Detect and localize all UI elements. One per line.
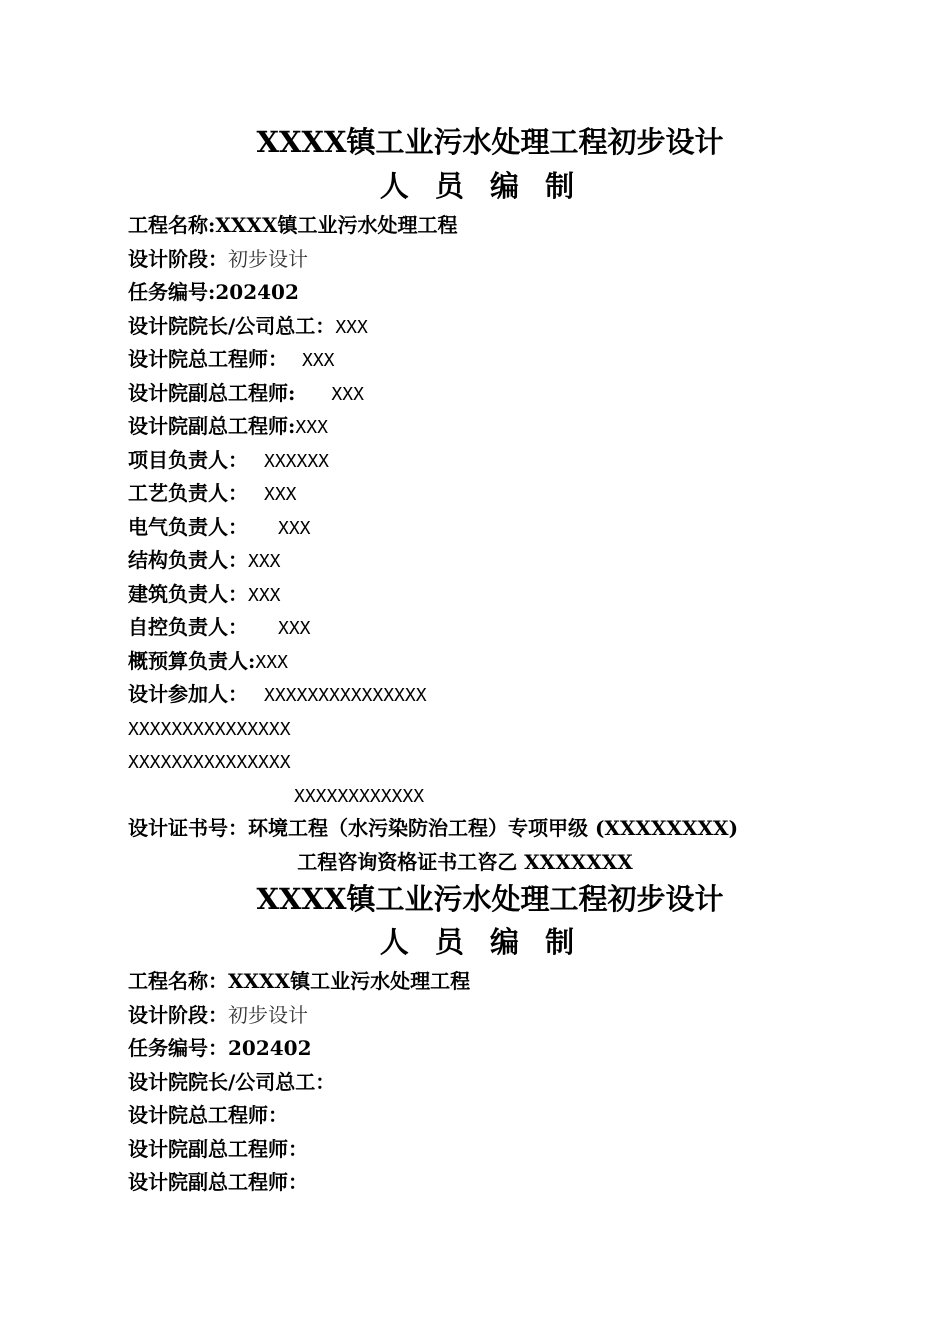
- field-label: 设计院副总工程师：: [128, 1137, 308, 1161]
- field-label: 电气负责人：: [128, 515, 248, 539]
- field-value: XXXX镇工业污水处理工程: [215, 213, 458, 237]
- field-label: 设计阶段：: [128, 1003, 228, 1027]
- field-project-name-2: [128, 965, 470, 997]
- document-subtitle: 人员编制: [379, 169, 601, 203]
- field-label: 概预算负责人:: [128, 649, 256, 673]
- field-process-lead: [128, 477, 297, 509]
- field-value: 初步设计: [228, 1003, 308, 1027]
- field-label: 设计证书号：: [128, 816, 248, 840]
- field-label: 设计参加人：: [128, 682, 248, 706]
- field-label: 工程名称:: [128, 213, 216, 237]
- field-value: XXX: [264, 484, 297, 505]
- field-label: 设计院副总工程师:: [128, 381, 296, 405]
- field-label: 设计院总工程师：: [128, 1103, 288, 1127]
- field-structural-lead: [128, 544, 281, 576]
- field-value: 202402: [215, 280, 299, 304]
- field-value: XXX: [248, 551, 281, 572]
- field-value: XXX: [335, 317, 368, 338]
- field-deputy-chief-engineer-2a: [128, 1133, 308, 1165]
- field-value: XXX: [278, 618, 311, 639]
- participants-line-2: [128, 745, 291, 777]
- field-design-participants: [128, 678, 427, 710]
- field-institute-director-2: [128, 1066, 335, 1098]
- field-value: 202402: [228, 1036, 312, 1060]
- field-label: 设计院副总工程师：: [128, 1170, 308, 1194]
- field-label: 设计院院长/公司总工：: [128, 1070, 336, 1094]
- field-design-stage-2: [128, 999, 308, 1031]
- field-architecture-lead: [128, 578, 281, 610]
- participants-value: XXXXXXXXXXXXXXX: [128, 719, 291, 740]
- field-label: 建筑负责人：: [128, 582, 248, 606]
- participants-line-3: [294, 779, 424, 811]
- participants-line-1: [128, 712, 291, 744]
- document-title: XXXX镇工业污水处理工程初步设计: [256, 125, 724, 159]
- field-label: 工程名称：: [128, 969, 228, 993]
- field-certificate: [128, 812, 738, 844]
- participants-value: XXXXXXXXXXXXXXX: [128, 752, 291, 773]
- field-label: 设计阶段：: [128, 247, 228, 271]
- field-label: 项目负责人：: [128, 448, 248, 472]
- document-subtitle-2: 人员编制: [379, 925, 601, 959]
- field-task-number: [128, 276, 299, 308]
- field-value: XXX: [278, 518, 311, 539]
- field-label: 结构负责人：: [128, 548, 248, 572]
- field-value: XXXXXX: [264, 451, 330, 472]
- participants-value: XXXXXXXXXXXX: [294, 786, 425, 807]
- field-value: XXXX镇工业污水处理工程: [228, 969, 471, 993]
- field-project-lead: [128, 444, 329, 476]
- field-label: 任务编号:: [128, 280, 216, 304]
- consulting-certificate-line: 工程咨询资格证书工咨乙 XXXXXXX: [297, 850, 633, 874]
- document-title-2: XXXX镇工业污水处理工程初步设计: [256, 882, 724, 916]
- field-label: 任务编号：: [128, 1036, 228, 1060]
- field-deputy-chief-engineer-2: [128, 410, 328, 442]
- field-chief-engineer-2: [128, 1099, 288, 1131]
- field-electrical-lead: [128, 511, 311, 543]
- field-budget-lead: [128, 645, 288, 677]
- field-label: 设计院总工程师：: [128, 347, 288, 371]
- field-value: XXX: [331, 384, 364, 405]
- field-value: XXX: [255, 652, 288, 673]
- field-value: XXXXXXXXXXXXXXX: [264, 685, 427, 706]
- field-value: XXX: [295, 417, 328, 438]
- field-value: 初步设计: [228, 247, 308, 271]
- field-institute-director: [128, 310, 368, 342]
- field-design-stage: [128, 243, 308, 275]
- field-value: XXX: [248, 585, 281, 606]
- field-deputy-chief-engineer-1: [128, 377, 364, 409]
- field-project-name: [128, 209, 457, 241]
- field-value: 环境工程（水污染防治工程）专项甲级 (XXXXXXXX): [248, 816, 739, 840]
- field-automation-lead: [128, 611, 311, 643]
- field-label: 设计院副总工程师:: [128, 414, 296, 438]
- field-label: 设计院院长/公司总工：: [128, 314, 336, 338]
- field-value: XXX: [302, 350, 335, 371]
- field-label: 工艺负责人：: [128, 481, 248, 505]
- field-deputy-chief-engineer-2b: [128, 1166, 308, 1198]
- field-label: 自控负责人：: [128, 615, 248, 639]
- field-task-number-2: [128, 1032, 312, 1064]
- field-chief-engineer: [128, 343, 335, 375]
